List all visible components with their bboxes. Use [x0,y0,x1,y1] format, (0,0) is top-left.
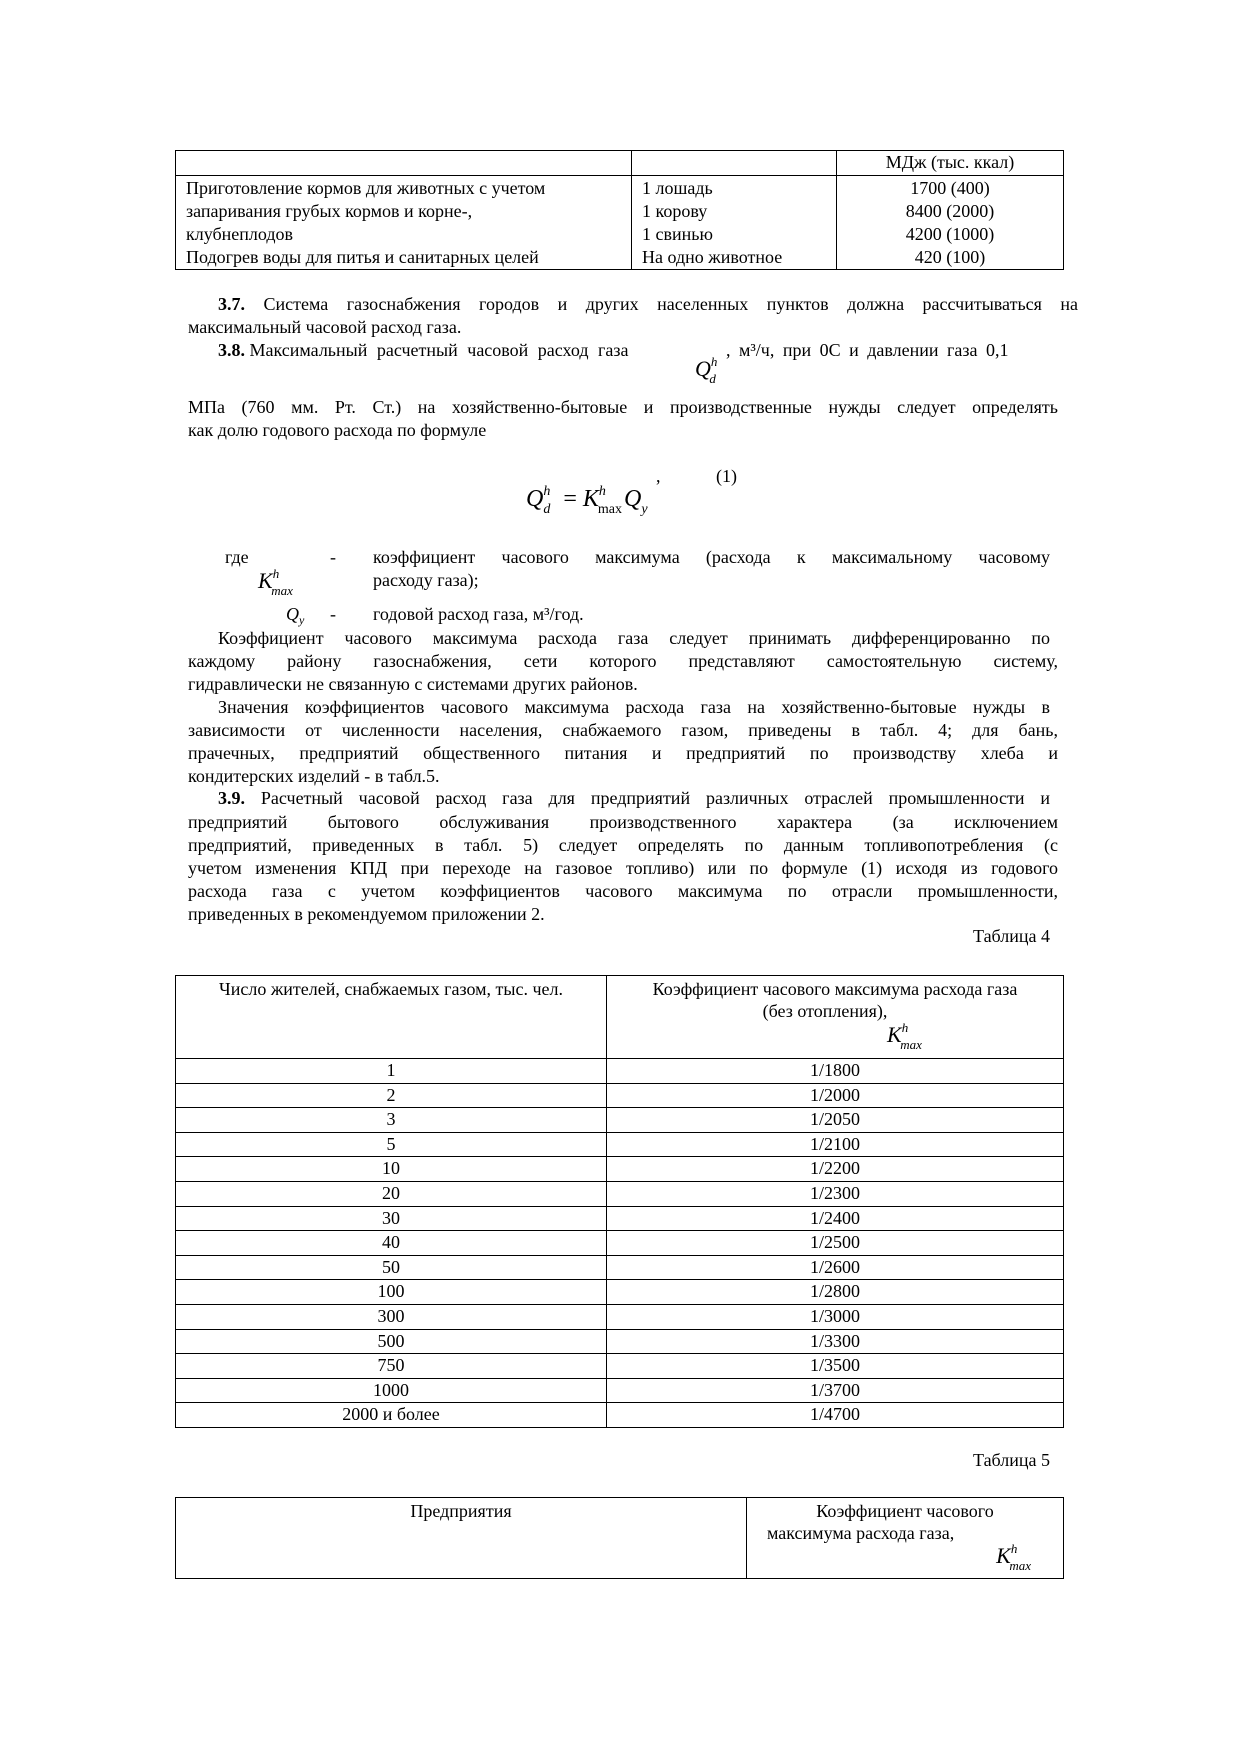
table-row [176,1108,1064,1133]
formula-comma: , [656,466,661,486]
coefficient-cell: 1/2100 [607,1132,1064,1157]
residents-cell: 20 [176,1181,607,1206]
where-k-desc-1: коэффициент часового максимума (расхода к максимальному часовому [373,547,1050,567]
p-values-line2: зависимости от численности населения, снабжаемого газом, приведены в табл. 4; для бань, [188,720,1058,740]
p37-line1 [188,293,1078,315]
table4-col2-header: Коэффициент часового максимума расхода газа (без отопления), $K^h_{max}$ [607,976,1064,1059]
table-row [176,176,1064,270]
clause-number: 3.7. [218,294,245,314]
p38-text-a: Максимальный расчетный часовой расход газа [249,340,629,360]
p-values-line3: прачечных, предприятий общественного питания и предприятий по производству хлеба и [188,743,1058,763]
table-row [176,1354,1064,1379]
table5-col1-header: Предприятия [176,1498,747,1579]
p38-line1-b: , м³/ч, при 0С и давлении газа 0,1 [726,340,1009,360]
residents-cell: 30 [176,1206,607,1231]
coefficient-cell: 1/2400 [607,1206,1064,1231]
coefficient-cell: 1/3000 [607,1304,1064,1329]
table-header-cell: МДж (тыс. ккал) [837,151,1064,176]
table4-header-row [176,976,1064,1059]
p38-line3: как долю годового расхода по формуле [188,420,487,440]
table-row [176,1280,1064,1305]
table-row [176,1403,1064,1428]
table-row [176,1132,1064,1157]
coefficient-cell: 1/2200 [607,1157,1064,1182]
residents-cell: 2 [176,1083,607,1108]
formula-number: (1) [716,466,737,486]
table-header-cell [176,151,632,176]
coefficient-cell: 1/3700 [607,1378,1064,1403]
residents-cell: 1000 [176,1378,607,1403]
residents-cell: 50 [176,1255,607,1280]
table-header-cell [632,151,837,176]
where-label: где [225,547,249,567]
row-description: Приготовление кормов для животных с учетом запаривания грубых кормов и корне-, клубнеплодов Подогрев воды для питья и санитарных целей [176,176,632,270]
coefficient-cell: 1/3300 [607,1329,1064,1354]
p39-line6: приведенных в рекомендуемом приложении 2. [188,904,545,924]
p39-text: Расчетный часовой расход газа для предприятий различных отраслей промышленности и [260,788,1050,808]
where-dash-2: - [330,604,336,624]
clause-number: 3.9. [218,788,245,808]
row-units: 1 лошадь 1 корову 1 свинью На одно животное [632,176,837,270]
p-values-line1: Значения коэффициентов часового максимума расхода газа на хозяйственно-бытовые нужды в [218,697,1050,717]
residents-cell: 2000 и более [176,1403,607,1428]
table-row [176,1304,1064,1329]
residents-cell: 500 [176,1329,607,1354]
p38-line2: МПа (760 мм. Рт. Ст.) на хозяйственно-бытовые и производственные нужды следует определять [188,397,1058,417]
p-coef-line2: каждому району газоснабжения, сети которого представляют самостоятельную систему, [188,651,1058,671]
p39-line4: учетом изменения КПД при переходе на газовое топливо) или по формуле (1) исходя из годового [188,858,1058,878]
table-row [176,1206,1064,1231]
coefficient-cell: 1/3500 [607,1354,1064,1379]
symbol-kmax: $K^h_{max}$ [887,1020,922,1052]
p39-line1 [218,788,1050,809]
table4-caption: Таблица 4 [973,926,1050,946]
table-row [176,1329,1064,1354]
formula-qdh-inline: $Q^h_d$ [695,354,718,386]
clause-number: 3.8. [218,340,245,360]
residents-cell: 100 [176,1280,607,1305]
p37-text: Система газоснабжения городов и других населенных пунктов должна рассчитываться на [263,294,1079,314]
formula-1: $Q^h_d = K^h_{max}Q_y$ [526,484,648,517]
coefficient-cell: 1/2800 [607,1280,1064,1305]
table-row [176,1059,1064,1084]
table-row [176,1083,1064,1108]
coefficient-cell: 1/4700 [607,1403,1064,1428]
table5-col2-header: Коэффициент часового максимума расхода газа, $K^h_{max}$ [747,1498,1064,1579]
symbol-kmax: $K^h_{max}$ [996,1541,1031,1573]
row-values: 1700 (400) 8400 (2000) 4200 (1000) 420 (100) [837,176,1064,270]
coefficient-cell: 1/2500 [607,1231,1064,1256]
coefficient-cell: 1/2000 [607,1083,1064,1108]
residents-cell: 1 [176,1059,607,1084]
p-coef-line3: гидравлически не связанную с системами других районов. [188,674,638,694]
where-k-desc-2: расходу газа); [373,570,479,590]
table5 [175,1497,1064,1579]
table-feed-heating [175,150,1064,270]
p38-line1 [218,339,628,361]
coefficient-cell: 1/1800 [607,1059,1064,1084]
p39-line5: расхода газа с учетом коэффициентов часового максимума по отрасли промышленности, [188,881,1058,901]
table5-caption: Таблица 5 [973,1450,1050,1470]
residents-cell: 5 [176,1132,607,1157]
symbol-kmax: $K^h_{max}$ [258,566,293,598]
residents-cell: 40 [176,1231,607,1256]
p39-line2: предприятий бытового обслуживания производственного характера (за исключением [188,812,1058,832]
table-row [176,1378,1064,1403]
p-values-line4: кондитерских изделий - в табл.5. [188,766,440,786]
coefficient-cell: 1/2600 [607,1255,1064,1280]
where-q-desc: годовой расход газа, м³/год. [373,604,584,624]
p39-line3: предприятий, приведенных в табл. 5) следует определять по данным топливопотребления (с [188,835,1058,855]
p-coef-line1: Коэффициент часового максимума расхода газа следует принимать дифференцированно по [218,628,1050,648]
residents-cell: 10 [176,1157,607,1182]
coefficient-cell: 1/2300 [607,1181,1064,1206]
residents-cell: 3 [176,1108,607,1133]
table-row [176,1231,1064,1256]
residents-cell: 300 [176,1304,607,1329]
table5-header-row [176,1498,1064,1579]
table4 [175,975,1064,1428]
table-row [176,1157,1064,1182]
coefficient-cell: 1/2050 [607,1108,1064,1133]
table-row [176,1255,1064,1280]
where-dash-1: - [330,547,336,567]
table4-col1-header: Число жителей, снабжаемых газом, тыс. чел. [176,976,607,1059]
symbol-qy: $Q_y$ [286,604,305,627]
p37-line2: максимальный часовой расход газа. [188,317,462,337]
residents-cell: 750 [176,1354,607,1379]
table-row [176,1181,1064,1206]
